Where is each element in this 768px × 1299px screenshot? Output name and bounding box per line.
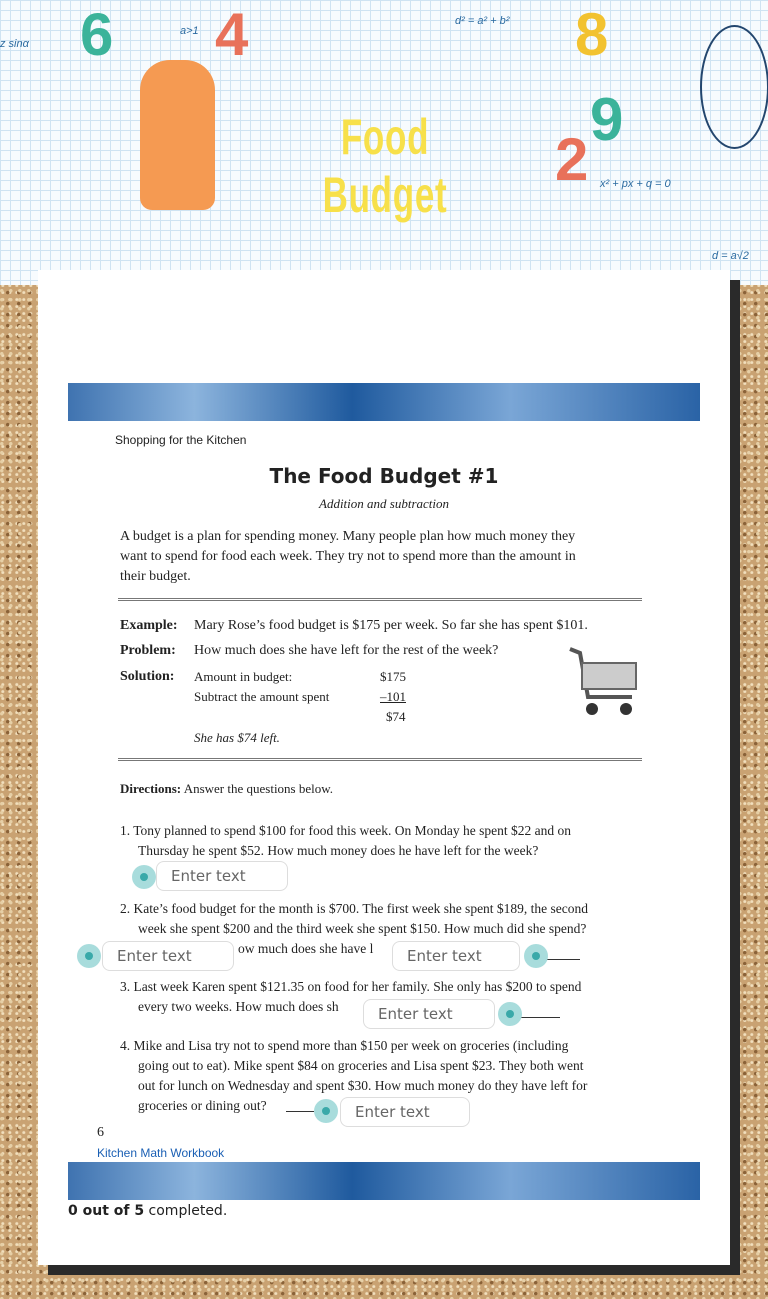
shopping-cart-icon: [568, 645, 640, 720]
answer-input-1[interactable]: Enter text: [156, 861, 288, 891]
directions-text: Answer the questions below.: [183, 781, 334, 796]
decor-number-6: 6: [80, 1, 114, 68]
math-formula: d² = a² + b²: [455, 15, 510, 27]
solution-row-value: $74: [386, 709, 406, 724]
answer-anchor-icon[interactable]: [314, 1099, 338, 1123]
divider: [118, 758, 642, 761]
answer-input-2a[interactable]: Enter text: [102, 941, 234, 971]
answer-input-4[interactable]: Enter text: [340, 1097, 470, 1127]
answer-anchor-icon[interactable]: [77, 944, 101, 968]
page-number: 6: [97, 1125, 104, 1140]
example-label: Example:: [120, 618, 178, 633]
answer-anchor-icon[interactable]: [524, 944, 548, 968]
solution-row-value: –101: [380, 689, 406, 704]
answer-anchor-icon[interactable]: [132, 865, 156, 889]
solution-row-label: Amount in budget:: [194, 669, 293, 684]
example-text: Mary Rose’s food budget is $175 per week. So far she has spent $101.: [194, 618, 588, 633]
directions-label: Directions:: [120, 781, 182, 796]
solution-row-value: $175: [380, 669, 406, 684]
math-formula: a>1: [180, 25, 199, 37]
answer-input-2b[interactable]: Enter text: [392, 941, 520, 971]
circle-geometry-icon: [700, 25, 768, 149]
question-1: 1. Tony planned to spend $100 for food this week. On Monday he spent $22 and on Thursday he spent $52. How much money does he have left for the week?: [120, 823, 571, 858]
divider: [118, 598, 642, 601]
solution-row-label: Subtract the amount spent: [194, 689, 330, 704]
intro-paragraph: A budget is a plan for spending money. Many people plan how much money they want to spend for food each week. They try not to spend more than the amount in their budget.: [120, 529, 576, 584]
question-2: 2. Kate’s food budget for the month is $700. The first week she spent $189, the second week she spent $200 and the third week she spent $150. How much did she spend? ow much does she have l: [120, 901, 589, 956]
progress-status: 0 out of 5 completed.: [68, 1203, 228, 1219]
decor-number-2: 2: [555, 126, 589, 193]
decor-number-4: 4: [215, 1, 249, 68]
answer-anchor-icon[interactable]: [498, 1002, 522, 1026]
worksheet-subtitle: Addition and subtraction: [319, 496, 449, 511]
answer-input-3[interactable]: Enter text: [363, 999, 495, 1029]
worksheet-header: Shopping for the Kitchen: [115, 433, 247, 447]
question-3: 3. Last week Karen spent $121.35 on food for her family. She only has $200 to spend every two weeks. How much does sh: [120, 979, 582, 1014]
header-banner: [0, 0, 768, 285]
answer-line: [286, 1111, 314, 1112]
worksheet-title: The Food Budget #1: [269, 464, 499, 488]
worksheet-top-strip: [68, 383, 700, 421]
example-answer: She has $74 left.: [194, 730, 280, 745]
problem-text: How much does she have left for the rest of the week?: [194, 643, 499, 658]
question-4: 4. Mike and Lisa try not to spend more than $150 per week on groceries (including going out to eat). Mike spent $84 on groceries and Lisa spent $23. They both went out for lunch on Wednesday and spent $30. How much money do they have left for groceries or dining out?: [120, 1038, 588, 1113]
math-formula: z sinα: [0, 38, 29, 50]
worksheet-footer: Kitchen Math Workbook: [97, 1146, 225, 1160]
math-formula: x² + px + q = 0: [600, 178, 671, 190]
decor-number-9: 9: [590, 86, 624, 153]
page-title: Food Budget: [322, 109, 448, 223]
worksheet-bottom-strip: [68, 1162, 700, 1200]
problem-label: Problem:: [120, 643, 176, 658]
solution-label: Solution:: [120, 669, 175, 684]
math-formula: d = a√2: [712, 250, 749, 262]
backpack-illustration: [140, 60, 215, 210]
decor-number-8: 8: [575, 1, 609, 68]
